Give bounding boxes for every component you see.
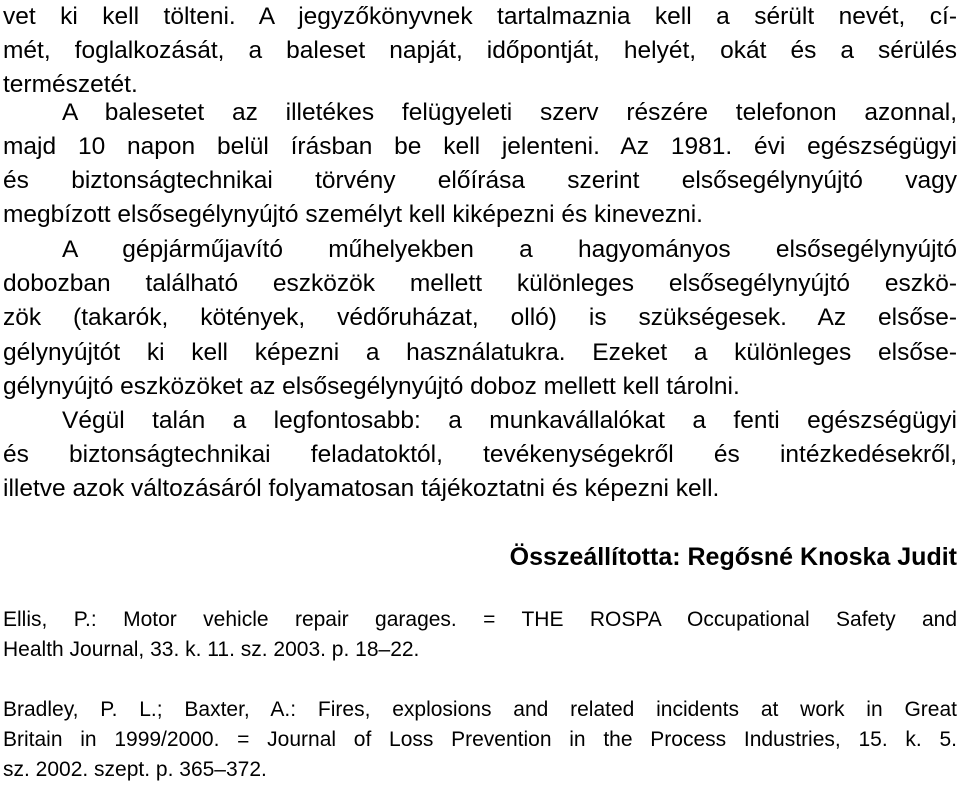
paragraph-line: mét, foglalkozását, a baleset napját, időpontját, helyét, okát és a sérülés	[3, 37, 957, 64]
paragraph-line: és biztonságtechnikai feladatoktól, tevékenységekről és intézkedésekről,	[3, 441, 957, 468]
paragraph-line: dobozban található eszközök mellett különleges elsősegélynyújtó eszkö-	[3, 270, 957, 297]
reference-line: Health Journal, 33. k. 11. sz. 2003. p. 18–22.	[3, 638, 420, 661]
paragraph-line: Végül talán a legfontosabb: a munkavállalókat a fenti egészségügyi	[62, 407, 957, 434]
reference-line: Ellis, P.: Motor vehicle repair garages. = THE ROSPA Occupational Safety and	[3, 608, 957, 631]
paragraph-line: A balesetet az illetékes felügyeleti szerv részére telefonon azonnal,	[62, 99, 957, 126]
paragraph-line: gélynyújtó eszközöket az elsősegélynyújtó doboz mellett kell tárolni.	[3, 373, 740, 400]
reference-line: Bradley, P. L.; Baxter, A.: Fires, explosions and related incidents at work in Great	[3, 698, 957, 721]
paragraph-line: illetve azok változásáról folyamatosan tájékoztatni és képezni kell.	[3, 475, 720, 502]
reference-line: Britain in 1999/2000. = Journal of Loss Prevention in the Process Industries, 15. k. 5.	[3, 728, 957, 751]
paragraph-line: természetét.	[3, 71, 138, 98]
paragraph-line: A gépjárműjavító műhelyekben a hagyományos elsősegélynyújtó	[62, 236, 957, 263]
paragraph-line: gélynyújtót ki kell képezni a használatukra. Ezeket a különleges elsőse-	[3, 339, 957, 366]
paragraph-line: zök (takarók, kötények, védőruházat, olló) is szükségesek. Az elsőse-	[3, 304, 957, 331]
paragraph-line: és biztonságtechnikai törvény előírása szerint elsősegélynyújtó vagy	[3, 167, 957, 194]
paragraph-line: majd 10 napon belül írásban be kell jelenteni. Az 1981. évi egészségügyi	[3, 133, 957, 160]
paragraph-line: vet ki kell tölteni. A jegyzőkönyvnek tartalmaznia kell a sérült nevét, cí-	[3, 3, 957, 30]
reference-line: sz. 2002. szept. p. 365–372.	[3, 758, 267, 781]
paragraph-line: megbízott elsősegélynyújtó személyt kell kiképezni és kinevezni.	[3, 201, 703, 228]
author-signature: Összeállította: Regősné Knoska Judit	[509, 543, 957, 571]
